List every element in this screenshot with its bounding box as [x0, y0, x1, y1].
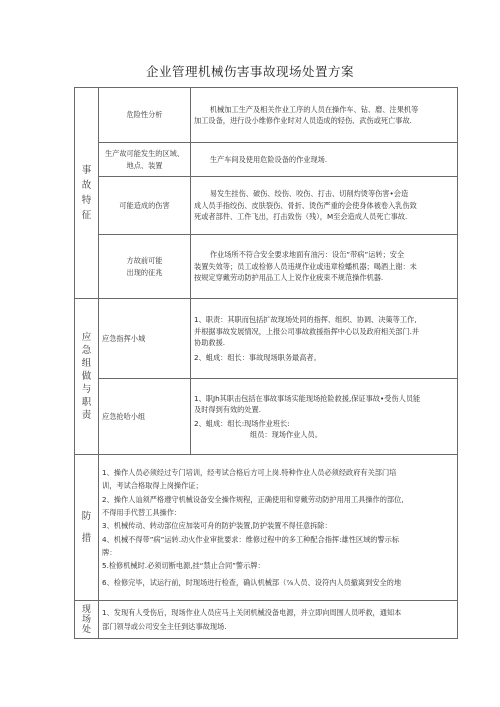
section-label-emergency: 应 急 组 做 与 职 责: [75, 299, 99, 455]
table-row: [75, 379, 458, 455]
table-row: [75, 601, 458, 639]
table-row: [75, 177, 458, 235]
page-title: 企业管理机械伤害事故现场处置方案: [145, 64, 354, 79]
row-content-rescue-group: 1、职Jh其职击包括在事故事场实能现场抢险救援,保证事故•受伤人员能 及时得到有效的处置. 2、蛆成：组长:现场作业班长: 组员：现场作业人员。: [191, 379, 458, 455]
row-label-command-group: 应急指挥小城: [99, 299, 191, 379]
section-label-prevention: 防 措: [75, 455, 99, 601]
row-content-hazard-analysis: 机械加工生产及相关作业工序的人员在操作车、钻、磨、注果机等 加工设备，进行设小维修作业时对人员造成的轻伤、武伤或死亡事故.: [191, 88, 458, 143]
row-label-hazard-analysis: 危险性分析: [99, 88, 191, 143]
prevention-measures-content: 1、操作人员必须经过专门培训，经考试合格后方可上岗.特种作业人员必须经政府有关部门培 训，考试合格取得上岗操作证； 2、操作人讪须严格遵守机械设备安全操作规程，正确使用和穿戴劳动防护用用工具操作的部位, 不得用手代替工具操作： 3、机械传动、转动部位应加装可舟的防护装置,防护装置不得任意拆除： 4、机械不得带”病”运转.动火作业审批要求：维修过程中的多工种配合指挥:雄性区域的警示标 牌： 5.检修机械时.必须切断电源,挂“禁止合同”警示牌： 6、检修完毕，试运行前，时现场进行检查，确认机械部（⅞人员、设符内人员撤离到安全的地: [99, 455, 458, 601]
row-label-possible-injury: 可能造成的伤害: [99, 177, 191, 235]
row-content-command-group: 1、职责：其职而包括扩故现场处同的指挥、组织、协调、决策等工作, 并根据事故发展情况，上报公司事故救援指挥中心以及政府相关部门.并 协助救援. 2、蛆成：组长：事故现场职务最高者。: [191, 299, 458, 379]
emergency-plan-table: [74, 87, 458, 639]
table-row: [75, 88, 458, 143]
section-label-accident: 事故 特征: [75, 88, 99, 299]
row-content-area: 生产车间及使用危险设备的作业现场.: [191, 143, 458, 177]
table-row: [75, 235, 458, 299]
section-label-disposal: 现 场 处: [75, 601, 99, 639]
table-row: [75, 299, 458, 379]
table-row: [75, 455, 458, 601]
row-content-warning-signs: 作业场所不符合安全要求地面有油污：设缶”带病”运转；安全 装置失效等；员工或检修人员违规作业或违章检蟠机器；喝酒上谢：未 按规定穿戴劳动防护用品工人上说作业疲束不规范操作机器.: [191, 235, 458, 299]
row-label-warning-signs: 方故前可能 出现的征兆: [99, 235, 191, 299]
table-row: [75, 143, 458, 177]
row-content-possible-injury: 易发生挂伤、破伤、绞伤、咬伤、打击、切削灼烫等伤害•会造 成人员手指绞伤、皮肤裂伤、骨折、烫伤严重的会使身体被卷入乳伤致 死或者部件、工件飞出，打击致伤（残），M至会造成人员死亡事故.: [191, 177, 458, 235]
on-site-disposal-content: 1、发现有人受伤后，现场作业人员应马上关闭机械没备电源，并立即向周围人员呼救，通知本 部门领导或公司安全主任到达事故现场.: [99, 601, 458, 639]
row-label-rescue-group: 应急抢哈小组: [99, 379, 191, 455]
row-label-area: 生产故可能发生的区域、 地点、装置: [99, 143, 191, 177]
